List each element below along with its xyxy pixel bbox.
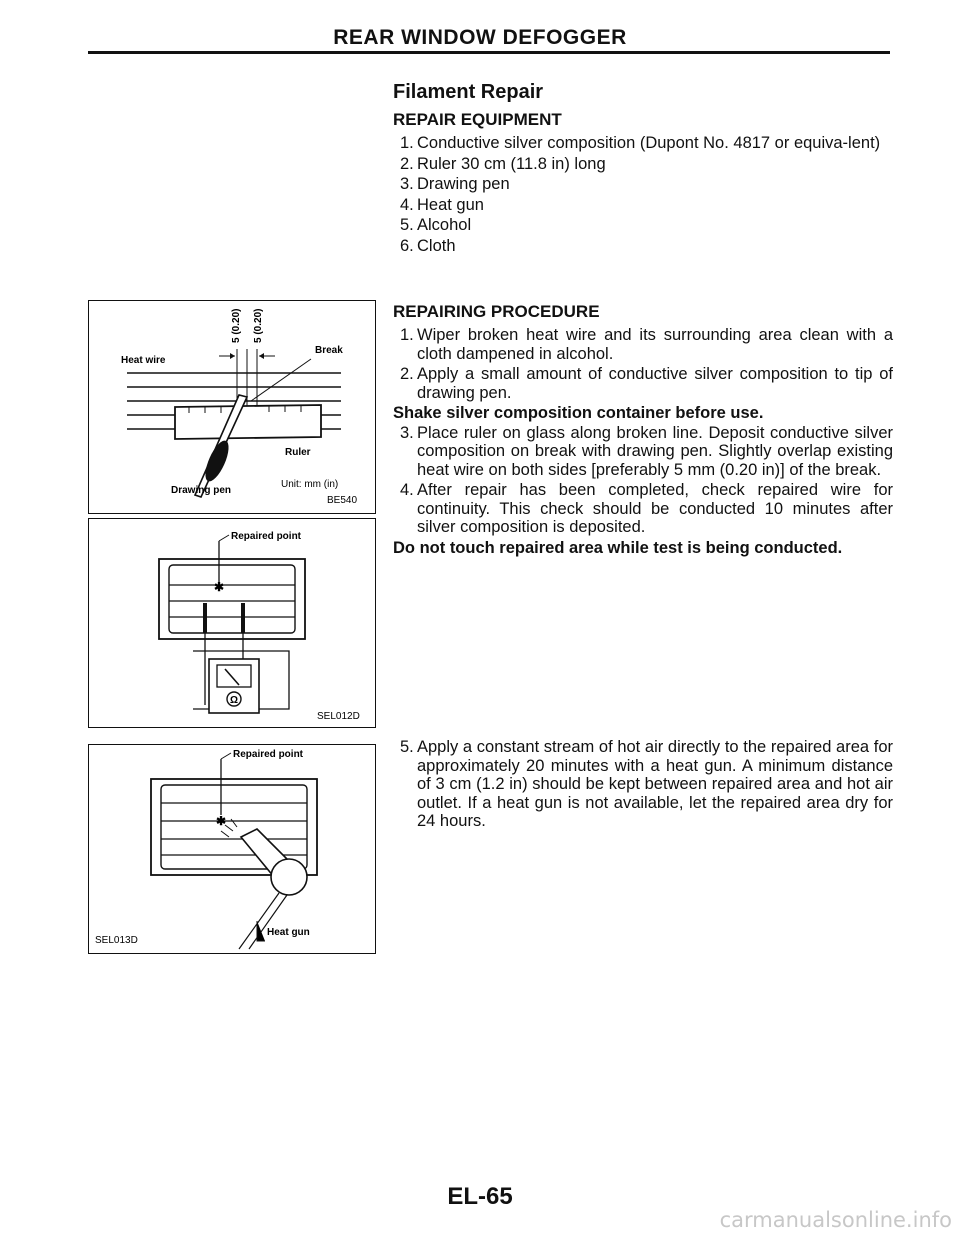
figure-continuity-check [88, 518, 376, 728]
dim-right-label: 5 (0.20) [253, 308, 264, 343]
do-not-touch-note: Do not touch repaired area while test is being conducted. [393, 538, 843, 557]
heat-gun-label: Heat gun [267, 927, 310, 938]
list-item: 2. Apply a small amount of conductive silver composition to tip of drawing pen. [400, 365, 893, 402]
equipment-section [393, 80, 893, 257]
dim-left-label: 5 (0.20) [231, 308, 242, 343]
figure-code: BE540 [327, 495, 358, 506]
step5-section [393, 738, 893, 833]
list-item: 2. Ruler 30 cm (11.8 in) long [400, 154, 606, 173]
list-item: 6. Cloth [400, 236, 456, 255]
procedure-section [393, 302, 893, 558]
repaired-point-label: Repaired point [233, 749, 304, 760]
unit-label: Unit: mm (in) [281, 479, 339, 490]
procedure-list-step5 [393, 738, 893, 831]
procedure-list-continued [393, 424, 893, 537]
figure-heat-wire-diagram [89, 301, 375, 513]
drawing-pen-label: Drawing pen [171, 485, 232, 496]
header-rule [88, 51, 890, 54]
list-item: 4. After repair has been completed, check repaired wire for continuity. This check should be conducted 10 minutes after silver composition is deposited. [400, 481, 893, 536]
list-item: 3. Place ruler on glass along broken line. Deposit conductive silver composition on break with drawing pen. Slightly overlap existing heat wire on both sides [preferably 5 mm (0.20 in)] of the break. [400, 423, 893, 479]
list-item: 4. Heat gun [400, 195, 484, 214]
repair-mark-icon: ✱ [216, 814, 227, 828]
figure-code: SEL013D [95, 935, 138, 946]
equipment-list [393, 134, 893, 255]
shake-note: Shake silver composition container before use. [393, 404, 764, 422]
heat-wire-label: Heat wire [121, 355, 166, 366]
repaired-point-label: Repaired point [231, 531, 302, 542]
repair-mark-icon: ✱ [214, 580, 225, 594]
procedure-heading: REPAIRING PROCEDURE [393, 302, 600, 321]
break-label: Break [315, 345, 343, 356]
figure-heat-wire-repair [88, 300, 376, 514]
figure-heat-gun [88, 744, 376, 954]
equipment-heading: REPAIR EQUIPMENT [393, 110, 562, 129]
ohm-icon: Ω [230, 695, 239, 706]
ruler-label: Ruler [285, 447, 311, 458]
page-number: EL-65 [447, 1183, 513, 1210]
watermark: carmanualsonline.info [719, 1208, 952, 1232]
list-item: 3. Drawing pen [400, 175, 510, 193]
section-title: Filament Repair [393, 81, 544, 103]
figure-heat-gun-diagram [89, 745, 375, 953]
list-item: 1. Wiper broken heat wire and its surrounding area clean with a cloth dampened in alcohol. [400, 326, 893, 363]
list-item: 5. Alcohol [400, 216, 472, 234]
figure-continuity-diagram [89, 519, 375, 727]
list-item: 1. Conductive silver composition (Dupont No. 4817 or equiva-lent) [400, 134, 881, 152]
page-header-title: REAR WINDOW DEFOGGER [333, 26, 627, 49]
procedure-list [393, 326, 893, 402]
list-item: 5. Apply a constant stream of hot air directly to the repaired area for approximately 20 minutes with a heat gun. A minimum distance of 3 cm (1.2 in) should be kept between repaired area and hot air outlet. If a heat gun is not available, let the repaired area dry for 24 hours. [400, 738, 893, 830]
figure-code: SEL012D [317, 711, 360, 722]
